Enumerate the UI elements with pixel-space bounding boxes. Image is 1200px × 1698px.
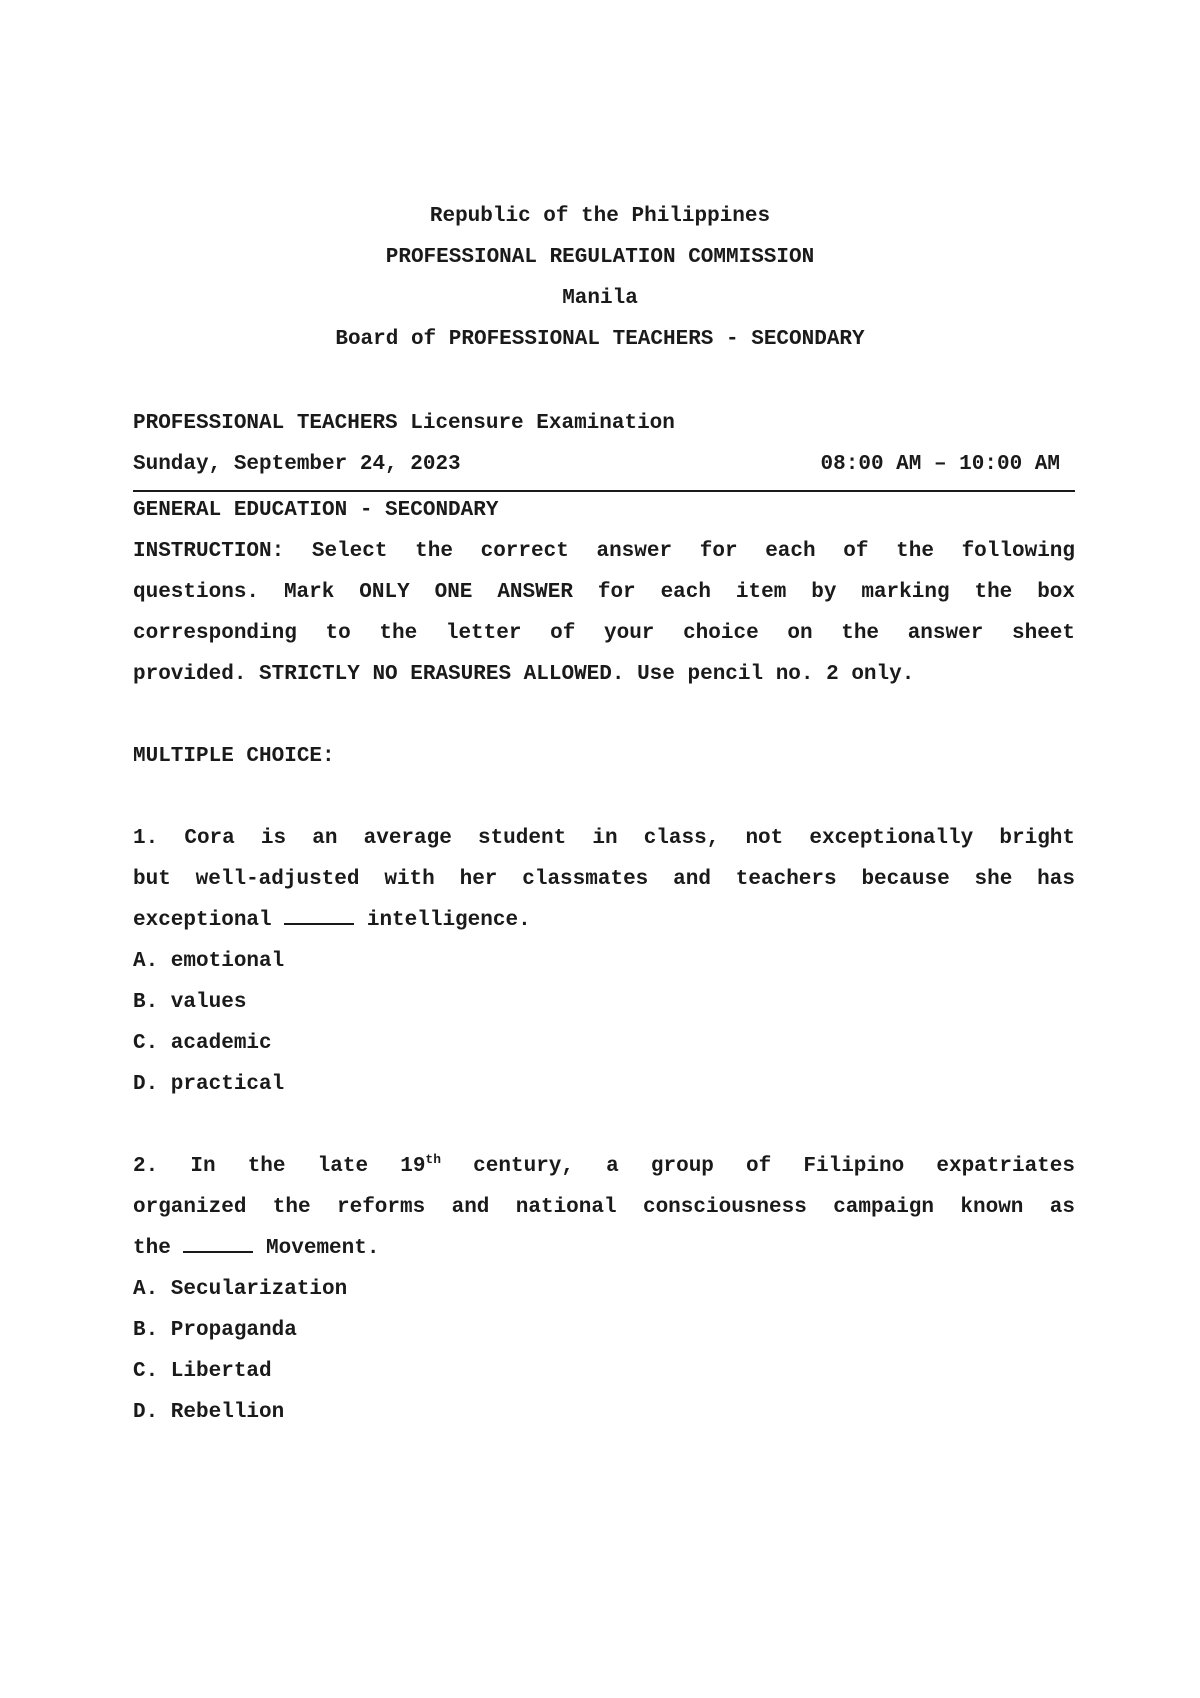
choice-option: D. practical <box>133 1073 285 1096</box>
answer-blank <box>284 903 354 925</box>
question-text-line <box>133 1146 1075 1187</box>
choice-option: D. Rebellion <box>133 1401 285 1424</box>
instruction-line: provided. STRICTLY NO ERASURES ALLOWED. Use pencil no. 2 only. <box>133 663 915 686</box>
choice-option: B. values <box>133 991 247 1014</box>
question-text-fragment: Movement. <box>266 1237 380 1260</box>
choice-option: A. emotional <box>133 950 285 973</box>
question-text-line: organized the reforms and national consciousness campaign known as <box>133 1196 1075 1219</box>
question-2 <box>133 1146 1075 1433</box>
question-text-fragment: century, a group of Filipino expatriates <box>441 1155 1075 1178</box>
question-1 <box>133 818 1075 1105</box>
choice-option: A. Secularization <box>133 1278 348 1301</box>
question-text-fragment: the <box>133 1237 171 1260</box>
choice-option: C. academic <box>133 1032 272 1055</box>
header-board: Board of PROFESSIONAL TEACHERS - SECONDARY <box>335 328 865 351</box>
document-header <box>0 196 1200 360</box>
section-title: GENERAL EDUCATION - SECONDARY <box>133 499 499 522</box>
question-text-line: 1. Cora is an average student in class, not exceptionally bright <box>133 827 1075 850</box>
instruction-line: questions. Mark ONLY ONE ANSWER for each item by marking the box <box>133 581 1075 604</box>
exam-title: PROFESSIONAL TEACHERS Licensure Examination <box>133 412 675 435</box>
header-commission: PROFESSIONAL REGULATION COMMISSION <box>385 246 815 269</box>
question-text-fragment: 2. In the late 19 <box>133 1155 426 1178</box>
instruction-line: corresponding to the letter of your choice on the answer sheet <box>133 622 1075 645</box>
question-text-line <box>133 1228 1075 1269</box>
exam-date: Sunday, September 24, 2023 <box>133 453 461 476</box>
choice-option: B. Propaganda <box>133 1319 297 1342</box>
question-text-fragment: exceptional <box>133 909 272 932</box>
choice-option: C. Libertad <box>133 1360 272 1383</box>
instruction-line: INSTRUCTION: Select the correct answer for each of the following <box>133 540 1075 563</box>
exam-time: 08:00 AM – 10:00 AM <box>820 453 1060 476</box>
header-republic: Republic of the Philippines <box>429 205 771 228</box>
exam-schedule <box>133 444 1075 485</box>
exam-info <box>133 403 1075 485</box>
exam-body <box>133 490 1075 1433</box>
answer-blank <box>183 1231 253 1253</box>
header-city: Manila <box>562 287 638 310</box>
question-type-label: MULTIPLE CHOICE: <box>133 745 335 768</box>
ordinal-suffix: th <box>425 1152 442 1167</box>
question-text-fragment: intelligence. <box>366 909 531 932</box>
question-text-line <box>133 900 1075 941</box>
question-text-line: but well-adjusted with her classmates and teachers because she has <box>133 868 1075 891</box>
